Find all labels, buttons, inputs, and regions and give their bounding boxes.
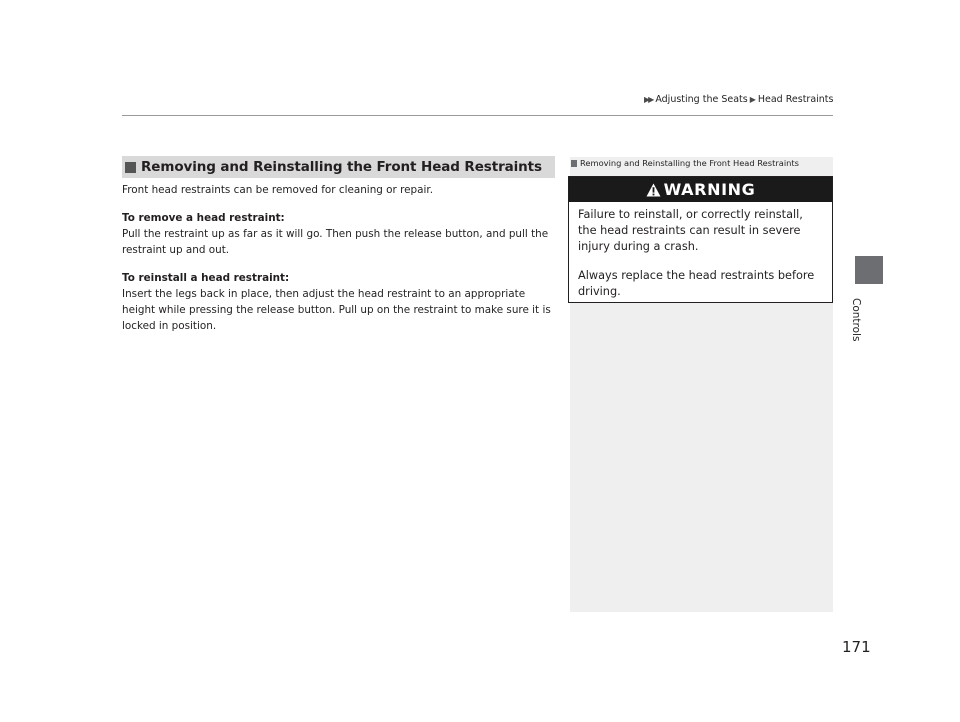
breadcrumb: [644, 94, 833, 105]
warning-label: WARNING: [663, 180, 756, 199]
warning-line-1: Failure to reinstall, or correctly reinstall, the head restraints can result in severe injury during a crash.: [578, 208, 803, 253]
header-divider: [122, 115, 833, 116]
warning-text: [569, 202, 832, 300]
warning-banner: [569, 177, 832, 202]
section-square-icon: [125, 162, 136, 173]
remove-heading: To remove a head restraint:: [122, 212, 285, 224]
section-title: Removing and Reinstalling the Front Head Restraints: [141, 159, 542, 175]
warning-box: [568, 176, 833, 303]
warning-line-2: Always replace the head restraints before driving.: [578, 269, 815, 298]
double-arrow-icon: ▶▶: [644, 95, 653, 104]
intro-paragraph: Front head restraints can be removed for cleaning or repair.: [122, 184, 434, 196]
note-marker-icon: [571, 160, 577, 167]
breadcrumb-current: Head Restraints: [757, 94, 834, 105]
page-number: 171: [842, 638, 871, 656]
remove-paragraph: Pull the restraint up as far as it will go. Then push the release button, and pull the restraint up and out.: [122, 228, 549, 256]
reinstall-heading: To reinstall a head restraint:: [122, 272, 290, 284]
warning-icon: [646, 183, 661, 197]
reinstall-paragraph: Insert the legs back in place, then adjust the head restraint to an appropriate height while pressing the release button. Pull up on the restraint to make sure it is locked in position.: [122, 288, 551, 332]
section-header: [122, 156, 555, 178]
chapter-tab: [855, 256, 883, 284]
note-header: [571, 158, 799, 168]
body-text: [122, 182, 558, 334]
arrow-icon: ▶: [749, 95, 756, 104]
breadcrumb-parent: Adjusting the Seats: [655, 94, 748, 105]
note-title: Removing and Reinstalling the Front Head Restraints: [580, 158, 799, 168]
chapter-label: Controls: [850, 298, 862, 342]
